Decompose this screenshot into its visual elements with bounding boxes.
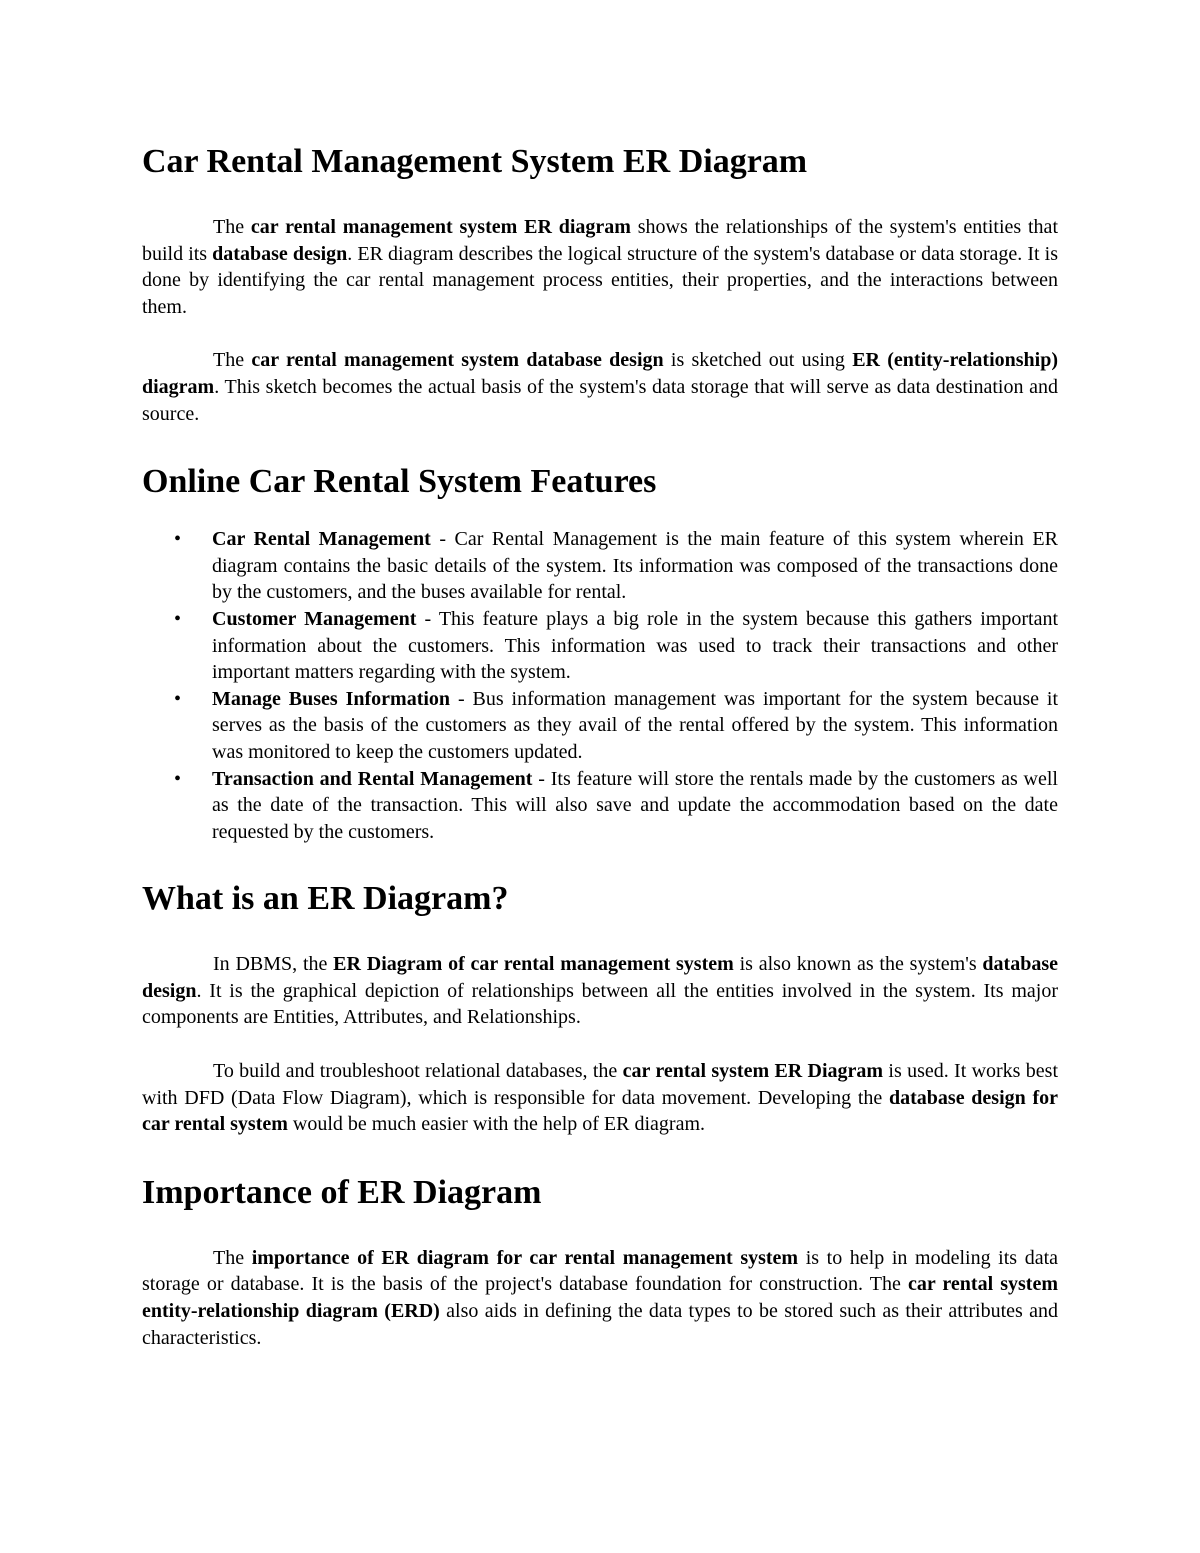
text-run: also aids in defining the data types to be stored such as their attributes and characteristics. bbox=[142, 1300, 1058, 1349]
text-run: In DBMS, the bbox=[213, 953, 334, 976]
bold-run: database design bbox=[212, 242, 348, 265]
text-run: is used. It works best with DFD (Data Flow Diagram), which is responsible for data movement. Developing the bbox=[142, 1060, 1058, 1109]
text-run: is to help in modeling its data storage or database. It is the basis of the project's database foundation for construction. The bbox=[142, 1246, 1059, 1296]
text-run: is also known as the system's bbox=[733, 953, 983, 976]
bold-run: car rental management system ER diagram bbox=[250, 216, 631, 238]
text-run: shows the relationships of the system's entities that build its bbox=[142, 216, 1058, 265]
paragraph bbox=[142, 951, 1058, 1031]
paragraph bbox=[142, 347, 1058, 427]
bold-run: Customer Management bbox=[212, 607, 417, 630]
heading-er-diagram: Car Rental Management System ER Diagram bbox=[142, 143, 808, 180]
bold-run: ER Diagram of car rental management system bbox=[333, 953, 734, 976]
bold-run: car rental management system database design bbox=[251, 349, 664, 372]
heading-features: Online Car Rental System Features bbox=[142, 463, 657, 501]
document-page bbox=[142, 140, 1058, 1351]
list-item bbox=[142, 766, 1058, 846]
text-run: would be much easier with the help of ER diagram. bbox=[287, 1113, 705, 1136]
bold-run: importance of ER diagram for car rental management system bbox=[251, 1246, 799, 1269]
text-run: . This sketch becomes the actual basis of the system's data storage that will serve as data destination and source. bbox=[142, 375, 1058, 425]
bold-run: Car Rental Management bbox=[212, 528, 431, 551]
text-run: . It is the graphical depiction of relationships between all the entities involved in the system. Its major components are Entities, Attributes, and Relationships. bbox=[142, 979, 1058, 1029]
text-run: To build and troubleshoot relational databases, the bbox=[213, 1060, 623, 1083]
text-run: - This feature plays a big role in the system because this gathers important information about the customers. This information was used to track their transactions and other important matters regarding with the system. bbox=[212, 607, 1059, 684]
text-run: The bbox=[213, 1246, 252, 1269]
text-run: . ER diagram describes the logical structure of the system's database or data storage. It is done by identifying the car rental management process entities, their properties, and the interactions between them. bbox=[142, 242, 1058, 318]
paragraph bbox=[142, 1058, 1058, 1138]
text-run: - Bus information management was important for the system because it serves as the basis of the customers as they avail of the rental offered by the system. This information was monitored to keep the customers updated. bbox=[212, 687, 1058, 763]
bold-run: ER (entity-relationship) diagram bbox=[142, 349, 1059, 398]
list-item bbox=[142, 606, 1058, 686]
list-item bbox=[142, 686, 1058, 766]
text-run: - Its feature will store the rentals made by the customers as well as the date of the transaction. This will also save and update the accommodation based on the date requested by the customers. bbox=[212, 767, 1058, 843]
list-item bbox=[142, 526, 1058, 606]
bold-run: database design for car rental system bbox=[142, 1086, 1058, 1136]
bold-run: Manage Buses Information bbox=[212, 687, 451, 710]
heading-importance: Importance of ER Diagram bbox=[142, 1173, 542, 1211]
bold-run: car rental system ER Diagram bbox=[622, 1060, 884, 1083]
heading-what-is-er: What is an ER Diagram? bbox=[142, 880, 509, 918]
text-run: The bbox=[213, 216, 251, 238]
paragraph bbox=[142, 1245, 1058, 1351]
bold-run: database design bbox=[142, 953, 1058, 1002]
bold-run: Transaction and Rental Management bbox=[212, 767, 533, 790]
text-run: - Car Rental Management is the main feature of this system wherein ER diagram contains the basic details of the system. Its information was composed of the transactions done by the customers, and the buses available for rental. bbox=[212, 528, 1058, 604]
paragraph bbox=[142, 214, 1058, 320]
feature-list bbox=[142, 526, 1058, 845]
bold-run: car rental system entity-relationship diagram (ERD) bbox=[142, 1273, 1058, 1323]
text-run: is sketched out using bbox=[663, 349, 853, 372]
text-run: The bbox=[213, 349, 252, 372]
